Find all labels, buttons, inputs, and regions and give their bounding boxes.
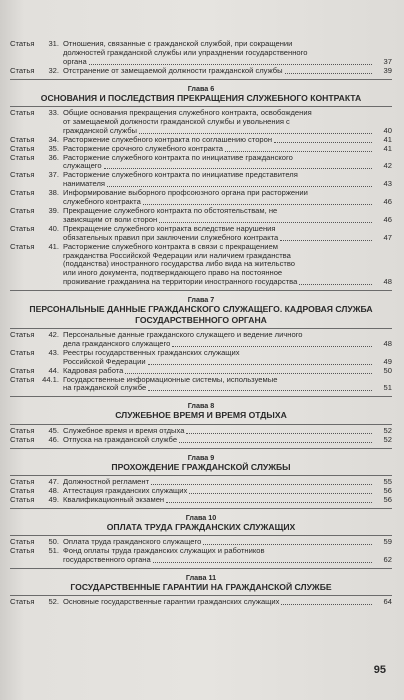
article-title (63, 109, 392, 136)
article-title-line: Должностной регламент (63, 476, 150, 486)
chapter-number: Глава 9 (187, 452, 215, 462)
leader-dots (159, 221, 372, 223)
article-title-line: Прекращение служебного контракта по обстоятельствам, не (63, 206, 278, 215)
leader-dots (179, 441, 372, 443)
article-number: 45. (48, 425, 59, 435)
article-title (63, 349, 392, 367)
article-number: 39. (48, 206, 59, 215)
article-title (63, 243, 392, 288)
article-title-line: проживание гражданина на территории иностранного государства (63, 277, 298, 287)
page-reference: 43 (383, 179, 392, 189)
article-title-line: Расторжение служебного контракта по инициативе гражданского (63, 152, 293, 162)
article-number: 38. (48, 188, 59, 198)
article-label: Статья (10, 170, 35, 180)
article-number: 49. (48, 494, 59, 504)
leader-dots (225, 150, 372, 152)
article-title (63, 207, 392, 225)
article-title-line: служебного контракта (63, 197, 141, 207)
page-reference: 50 (383, 365, 392, 375)
article-label: Статья (10, 365, 35, 375)
article-number: 31. (48, 39, 59, 48)
article-title (63, 40, 392, 67)
toc-entry[interactable] (10, 547, 392, 565)
page-reference: 48 (383, 338, 392, 348)
chapter-rule (10, 568, 392, 569)
article-label: Статья (10, 143, 35, 153)
article-title-line: служащего (63, 161, 102, 171)
page-reference: 55 (383, 476, 392, 486)
article-title-line: Отстранение от замещаемой должности гражданской службы (63, 65, 283, 75)
article-title-line: от замещаемой должности гражданской службы и увольнения с (63, 116, 290, 126)
toc-entry[interactable] (10, 109, 392, 136)
article-title-line: Аттестация гражданских служащих (63, 485, 188, 495)
article-title-line: гражданства Российской Федерации или наличием гражданства (63, 250, 291, 260)
toc-entry[interactable] (10, 67, 392, 76)
article-label: Статья (10, 347, 35, 357)
article-number: 51. (48, 545, 59, 555)
page-reference: 62 (383, 554, 392, 564)
leader-dots (153, 561, 372, 563)
article-title-line: Отношения, связанные с гражданской службой, при сокращении (63, 39, 293, 48)
article-title-line: обязательных правил при заключении служебного контракта (63, 232, 279, 242)
article-title (63, 436, 392, 445)
article-number: 47. (48, 476, 59, 486)
article-title-line: Служебное время и время отдыха (63, 425, 185, 435)
page-reference: 56 (383, 494, 392, 504)
page-reference: 46 (383, 214, 392, 224)
article-title (63, 376, 392, 394)
page-reference: 41 (383, 134, 392, 144)
page-reference: 64 (383, 597, 392, 607)
article-title-line: органа (63, 56, 87, 66)
article-number: 34. (48, 134, 59, 144)
article-title-line: Основные государственные гарантии гражданских служащих (63, 597, 280, 607)
toc-entry[interactable] (10, 331, 392, 349)
article-title-line: зависящим от воли сторон (63, 214, 158, 224)
article-number: 44. (48, 365, 59, 375)
article-label: Статья (10, 434, 35, 444)
article-label: Статья (10, 108, 35, 118)
chapter-number: Глава 10 (185, 512, 217, 522)
article-title (63, 154, 392, 172)
chapter-title: ОПЛАТА ТРУДА ГРАЖДАНСКИХ СЛУЖАЩИХ (106, 521, 296, 532)
article-label: Статья (10, 597, 35, 607)
table-of-contents (10, 40, 392, 607)
page-reference: 39 (383, 65, 392, 75)
chapter-rule (10, 475, 392, 476)
chapter-rule (10, 535, 392, 536)
article-number: 50. (48, 537, 59, 547)
chapter-rule (10, 595, 392, 596)
chapter-number: Глава 7 (187, 295, 215, 305)
article-title-line: Кадровая работа (63, 365, 124, 375)
article-label: Статья (10, 425, 35, 435)
article-title-line: Отпуска на гражданской службе (63, 434, 178, 444)
article-label: Статья (10, 494, 35, 504)
page-reference: 49 (383, 356, 392, 366)
article-number: 36. (48, 152, 59, 162)
leader-dots (107, 185, 372, 187)
article-label: Статья (10, 206, 35, 215)
leader-dots (148, 389, 372, 391)
toc-entry[interactable] (10, 225, 392, 243)
leader-dots (143, 203, 372, 205)
chapter-title: ПЕРСОНАЛЬНЫЕ ДАННЫЕ ГРАЖДАНСКОГО СЛУЖАЩЕГО. КАДРОВАЯ СЛУЖБА ГОСУДАРСТВЕННОГО ОРГАНА (29, 304, 373, 325)
article-title-line: Прекращение служебного контракта вследствие нарушения (63, 223, 276, 233)
article-label: Статья (10, 545, 35, 555)
toc-entry[interactable] (10, 496, 392, 505)
article-label: Статья (10, 223, 35, 233)
page-reference: 56 (383, 485, 392, 495)
article-title (63, 496, 392, 505)
article-title-line: дела гражданского служащего (63, 338, 171, 348)
article-title-line: Расторжение служебного контракта по инициативе представителя (63, 170, 298, 180)
leader-dots (189, 492, 372, 494)
article-title (63, 225, 392, 243)
leader-dots (172, 345, 372, 347)
article-title-line: Расторжение срочного служебного контракта (63, 143, 223, 153)
page-reference: 52 (383, 434, 392, 444)
toc-entry[interactable] (10, 40, 392, 67)
article-number: 40. (48, 223, 59, 233)
leader-dots (274, 141, 372, 143)
leader-dots (280, 239, 372, 241)
article-number: 42. (48, 329, 59, 339)
article-title-line: (подданства) иностранного государства либо вида на жительство (63, 259, 296, 269)
chapter-number: Глава 11 (185, 572, 217, 582)
leader-dots (139, 132, 372, 134)
article-title-line: Расторжение служебного контракта по соглашению сторон (63, 134, 273, 144)
toc-entry[interactable] (10, 349, 392, 367)
article-number: 41. (48, 241, 59, 251)
article-title-line: Фонд оплаты труда гражданских служащих и работников (63, 545, 265, 555)
toc-entry[interactable] (10, 154, 392, 172)
article-label: Статья (10, 152, 35, 162)
article-title-line: Российской Федерации (63, 356, 146, 366)
toc-entry[interactable] (10, 243, 392, 288)
article-label: Статья (10, 485, 35, 495)
article-title-line: государственного органа (63, 554, 151, 564)
page-reference: 37 (383, 56, 392, 66)
article-label: Статья (10, 476, 35, 486)
article-title-line: нанимателя (63, 179, 106, 189)
chapter-number: Глава 8 (187, 401, 215, 411)
leader-dots (281, 603, 372, 605)
article-title-line: Общие основания прекращения служебного контракта, освобождения (63, 108, 312, 118)
leader-dots (104, 167, 372, 169)
article-number: 32. (48, 65, 59, 75)
article-title-line: Квалификационный экзамен (63, 494, 165, 504)
article-title (63, 331, 392, 349)
toc-entry[interactable] (10, 207, 392, 225)
toc-entry[interactable] (10, 171, 392, 189)
chapter-title: ОСНОВАНИЯ И ПОСЛЕДСТВИЯ ПРЕКРАЩЕНИЯ СЛУЖЕБНОГО КОНТРАКТА (40, 92, 362, 103)
leader-dots (299, 283, 372, 285)
chapter-rule (10, 396, 392, 397)
page-reference: 47 (383, 232, 392, 242)
article-number: 37. (48, 170, 59, 180)
article-title-line: на гражданской службе (63, 383, 147, 393)
article-title (63, 547, 392, 565)
chapter-rule (10, 328, 392, 329)
page-number: 95 (373, 664, 386, 676)
leader-dots (285, 72, 372, 74)
page-reference: 51 (383, 383, 392, 393)
toc-entry[interactable] (10, 436, 392, 445)
leader-dots (89, 63, 372, 65)
article-title (63, 67, 392, 76)
toc-entry[interactable] (10, 376, 392, 394)
article-title-line: Оплата труда гражданского служащего (63, 537, 202, 547)
chapter-rule (10, 79, 392, 80)
article-title-line: гражданской службы (63, 125, 138, 135)
chapter-title: ПРОХОЖДЕНИЕ ГРАЖДАНСКОЙ СЛУЖБЫ (111, 461, 291, 472)
chapter-rule (10, 290, 392, 291)
toc-entry[interactable] (10, 189, 392, 207)
article-title (63, 171, 392, 189)
article-number: 35. (48, 143, 59, 153)
article-title (63, 598, 392, 607)
leader-dots (148, 363, 372, 365)
page-reference: 52 (383, 425, 392, 435)
leader-dots (125, 372, 372, 374)
leader-dots (186, 432, 372, 434)
article-title-line: Расторжение служебного контракта в связи с прекращением (63, 241, 278, 251)
article-label: Статья (10, 241, 35, 251)
article-label: Статья (10, 65, 35, 75)
article-label: Статья (10, 134, 35, 144)
page-reference: 48 (383, 277, 392, 287)
chapter-rule (10, 508, 392, 509)
article-title-line: Государственные информационные системы, используемые (63, 374, 278, 384)
page-reference: 41 (383, 143, 392, 153)
chapter-rule (10, 424, 392, 425)
article-label: Статья (10, 537, 35, 547)
article-label: Статья (10, 188, 35, 198)
article-number: 44.1. (42, 374, 59, 384)
chapter-number: Глава 6 (187, 83, 215, 93)
page-reference: 42 (383, 161, 392, 171)
article-label: Статья (10, 39, 35, 48)
article-title-line: должностей гражданской службы или упразднении государственного (63, 47, 308, 57)
article-title (63, 189, 392, 207)
article-title-line: или иного документа, подтверждающего право на постоянное (63, 268, 283, 278)
article-label: Статья (10, 374, 35, 384)
article-number: 43. (48, 347, 59, 357)
page-reference: 46 (383, 197, 392, 207)
leader-dots (203, 543, 372, 545)
chapter-rule (10, 448, 392, 449)
article-number: 48. (48, 485, 59, 495)
chapter-rule (10, 106, 392, 107)
page-reference: 59 (383, 537, 392, 547)
page-reference: 40 (383, 125, 392, 135)
toc-entry[interactable] (10, 598, 392, 607)
article-title-line: Реестры государственных гражданских служащих (63, 347, 240, 357)
leader-dots (166, 501, 372, 503)
article-title-line: Персональные данные гражданского служащего и ведение личного (63, 329, 303, 339)
article-label: Статья (10, 329, 35, 339)
article-title-line: Информирование выборного профсоюзного органа при расторжении (63, 188, 308, 198)
article-number: 52. (48, 597, 59, 607)
chapter-title: СЛУЖЕБНОЕ ВРЕМЯ И ВРЕМЯ ОТДЫХА (115, 410, 287, 421)
article-number: 33. (48, 108, 59, 118)
leader-dots (151, 483, 372, 485)
article-number: 46. (48, 434, 59, 444)
chapter-title: ГОСУДАРСТВЕННЫЕ ГАРАНТИИ НА ГРАЖДАНСКОЙ СЛУЖБЕ (70, 581, 332, 592)
